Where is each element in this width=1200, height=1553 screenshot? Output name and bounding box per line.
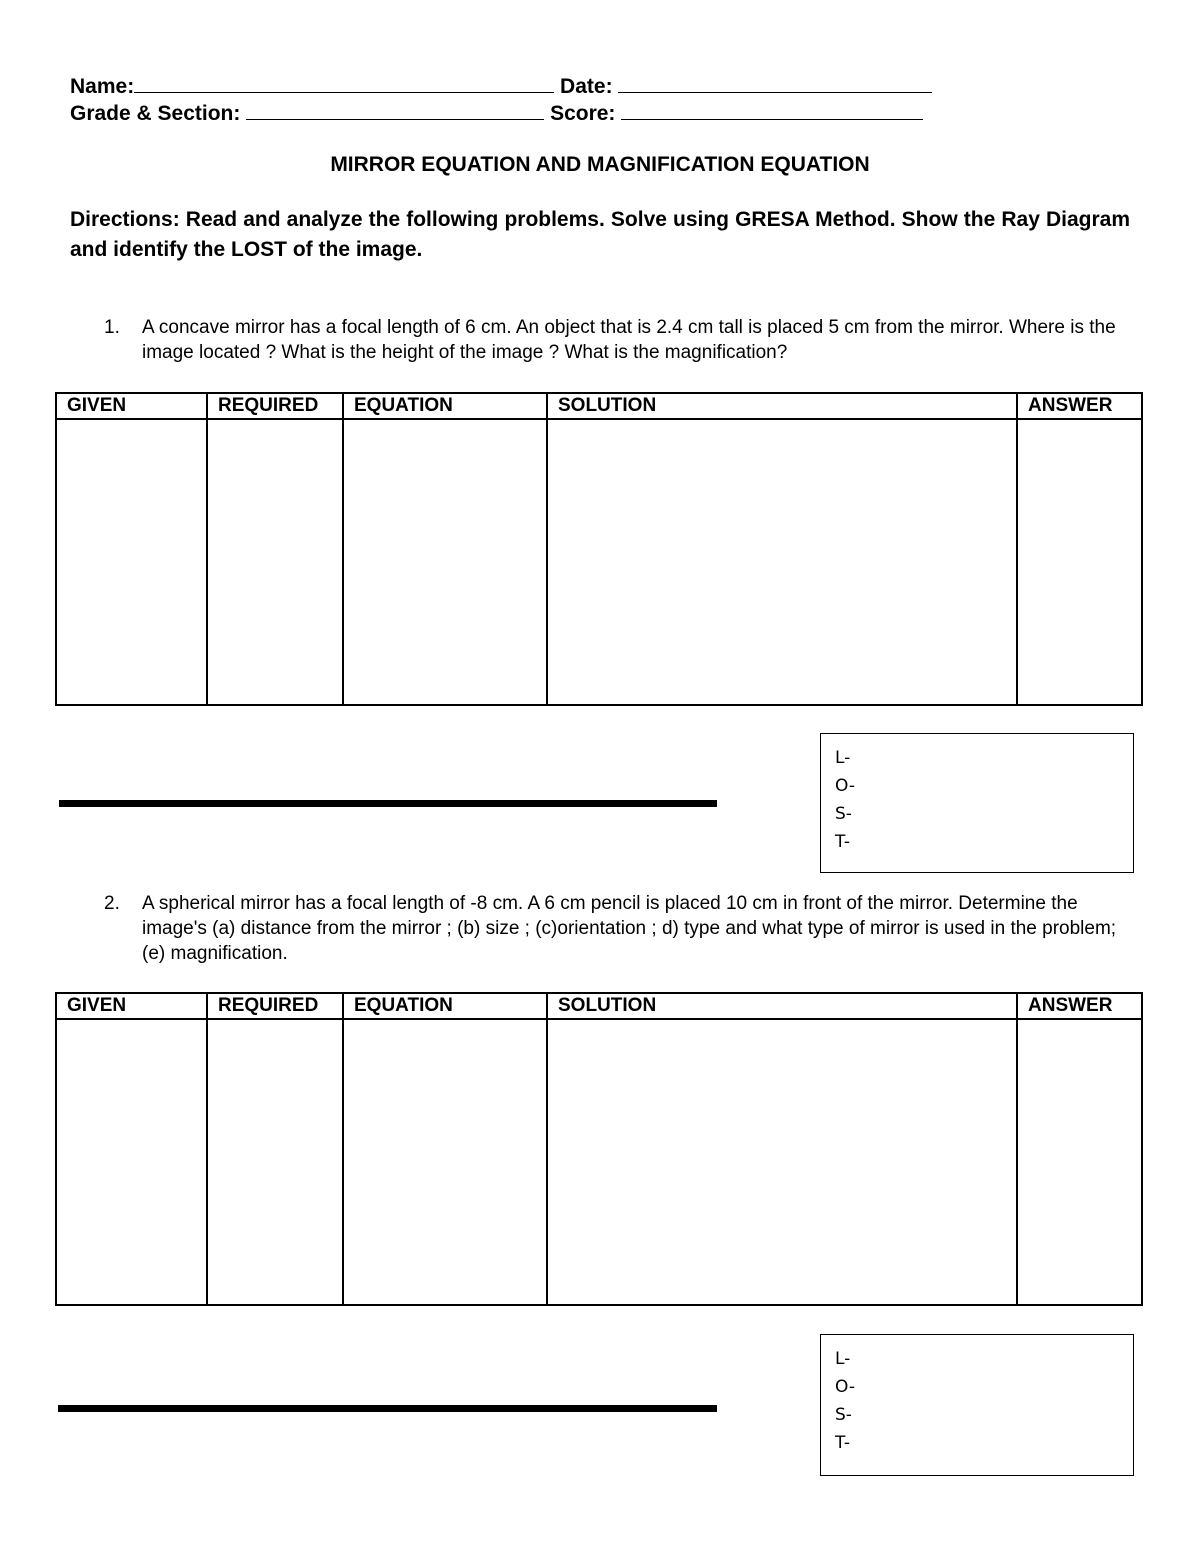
lost-size: S-: [835, 804, 852, 824]
table-header-row: [56, 393, 1142, 419]
answer-cell[interactable]: [1017, 1019, 1142, 1305]
grade-section-field[interactable]: [246, 99, 544, 120]
problem-1-text: A concave mirror has a focal length of 6 cm. An object that is 2.4 cm tall is placed 5 cm from the mirror. Where is the image located ? What is the height of the image ? What is the magnification?: [142, 317, 1116, 363]
solution-cell[interactable]: [547, 419, 1017, 705]
problem-2-text: A spherical mirror has a focal length of -8 cm. A 6 cm pencil is placed 10 cm in front of the mirror. Determine the image's (a) distance from the mirror ; (b) size ; (c)orientation ; d) type and what type of mirror is used in the problem; (e) magnification.: [142, 893, 1117, 964]
table-row: [56, 419, 1142, 705]
grade-score-row: [70, 99, 923, 127]
table-header-row: [56, 993, 1142, 1019]
date-label: Date:: [560, 75, 613, 98]
answer-cell[interactable]: [1017, 419, 1142, 705]
directions: Directions: Read and analyze the following problems. Solve using GRESA Method. Show the Ray Diagram and identify the LOST of the image.: [70, 208, 1130, 261]
gresa-table-2: [55, 992, 1143, 1306]
ray-diagram-line-1: [59, 800, 717, 807]
problem-1-number: 1.: [104, 317, 120, 338]
lost-type: T-: [835, 832, 850, 852]
name-field[interactable]: [134, 72, 554, 93]
lost-orientation: O-: [835, 1377, 855, 1397]
lost-size: S-: [835, 1405, 852, 1425]
col-answer: ANSWER: [1017, 993, 1142, 1019]
name-label: Name:: [70, 75, 135, 98]
lost-type: T-: [835, 1433, 850, 1453]
lost-location: L-: [835, 748, 851, 768]
score-field[interactable]: [621, 99, 923, 120]
gresa-table-1: [55, 392, 1143, 706]
problem-2: [104, 891, 1144, 966]
col-solution: SOLUTION: [547, 393, 1017, 419]
lost-location: L-: [835, 1349, 851, 1369]
given-cell[interactable]: [56, 419, 207, 705]
worksheet-title: MIRROR EQUATION AND MAGNIFICATION EQUATION: [330, 153, 870, 176]
table-row: [56, 1019, 1142, 1305]
col-required: REQUIRED: [207, 993, 343, 1019]
equation-cell[interactable]: [343, 1019, 547, 1305]
col-required: REQUIRED: [207, 393, 343, 419]
lost-box-1[interactable]: [820, 733, 1134, 873]
problem-2-number: 2.: [104, 893, 120, 914]
lost-orientation: O-: [835, 776, 855, 796]
grade-section-label: Grade & Section:: [70, 102, 241, 125]
required-cell[interactable]: [207, 1019, 343, 1305]
lost-box-2[interactable]: [820, 1334, 1134, 1476]
problem-1: [104, 315, 1144, 365]
score-label: Score:: [550, 102, 616, 125]
date-field[interactable]: [618, 72, 932, 93]
col-equation: EQUATION: [343, 993, 547, 1019]
col-answer: ANSWER: [1017, 393, 1142, 419]
col-equation: EQUATION: [343, 393, 547, 419]
name-date-row: [70, 72, 932, 100]
col-given: GIVEN: [56, 393, 207, 419]
ray-diagram-line-2: [58, 1405, 717, 1412]
solution-cell[interactable]: [547, 1019, 1017, 1305]
required-cell[interactable]: [207, 419, 343, 705]
given-cell[interactable]: [56, 1019, 207, 1305]
col-given: GIVEN: [56, 993, 207, 1019]
col-solution: SOLUTION: [547, 993, 1017, 1019]
equation-cell[interactable]: [343, 419, 547, 705]
